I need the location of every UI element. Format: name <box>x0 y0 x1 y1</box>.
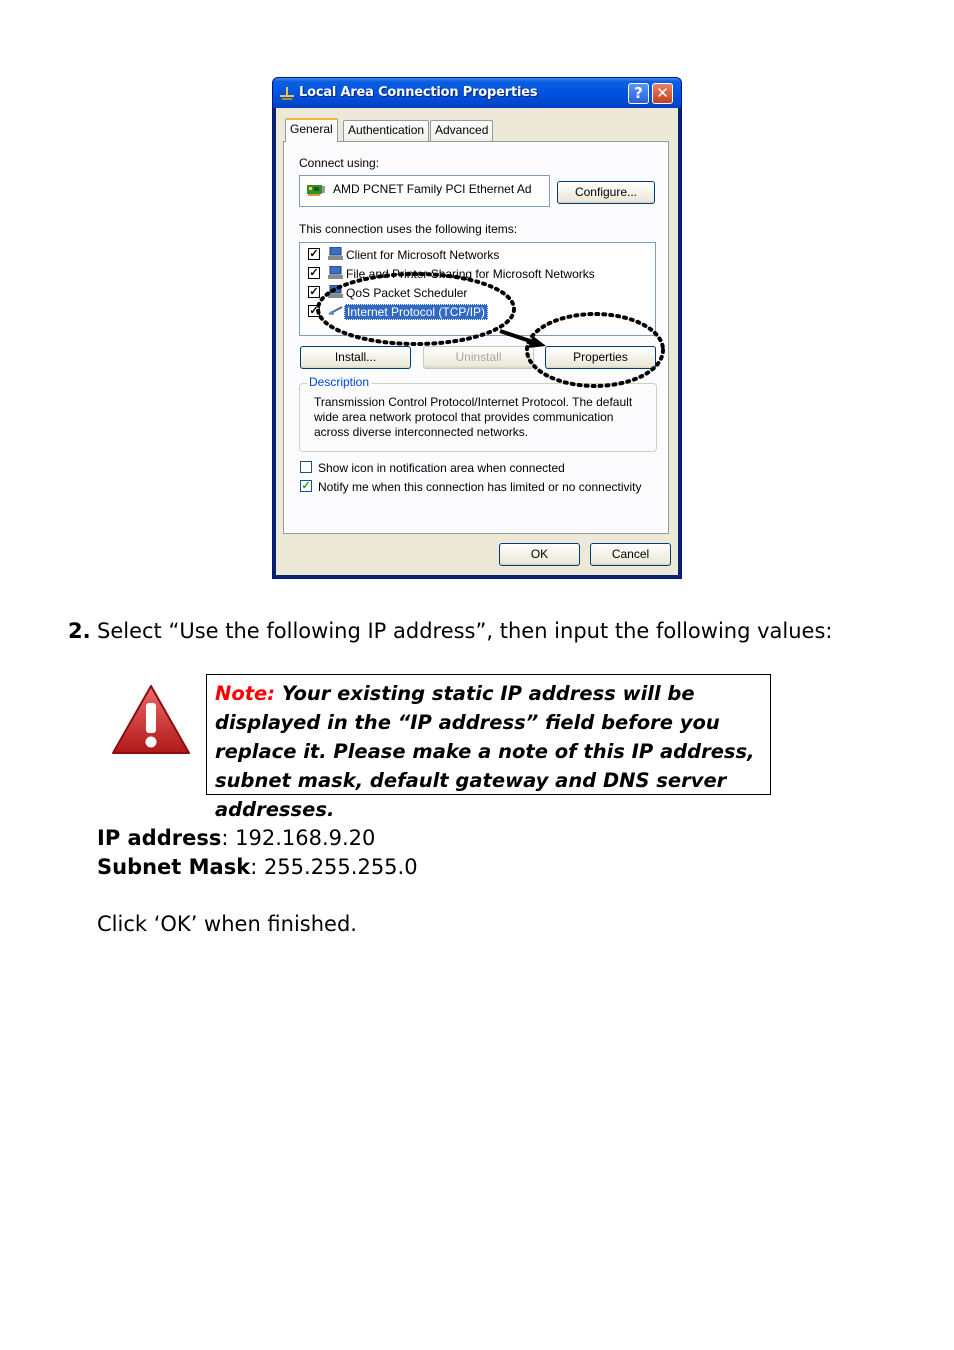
note-text: Your existing static IP address will be displayed in the “IP address” field before you replace it. Please make a note of this IP address, subnet mask, default gateway and DNS server addresses. <box>215 682 755 821</box>
notify-checkbox[interactable]: ✓ <box>301 480 311 492</box>
close-icon: ✕ <box>656 84 669 102</box>
configure-button[interactable]: Configure... <box>557 181 655 204</box>
note-box <box>206 674 771 821</box>
ip-label: IP address <box>97 826 222 850</box>
description-text: Transmission Control Protocol/Internet Protocol. The default wide area network protocol that provides communication across diverse interconnected networks. <box>314 395 633 439</box>
uninstall-button[interactable]: Uninstall <box>423 346 534 369</box>
annotation-arrowhead <box>528 336 546 348</box>
step-text: Select “Use the following IP address”, then input the following values: <box>97 619 833 643</box>
ok-button[interactable]: OK <box>499 543 580 566</box>
description-title: Description <box>309 375 370 389</box>
cancel-button[interactable]: Cancel <box>590 543 671 566</box>
notify-label: Notify me when this connection has limited or no connectivity <box>318 480 642 494</box>
item-checkbox[interactable]: ✓ <box>309 286 319 298</box>
ip-value: : 192.168.9.20 <box>221 826 376 850</box>
items-label: This connection uses the following items: <box>299 222 518 236</box>
item-checkbox[interactable]: ✓ <box>309 248 319 260</box>
annotation-ellipse-properties <box>527 314 663 386</box>
item-label: Client for Microsoft Networks <box>346 248 500 262</box>
finish-text: Click ‘OK’ when finished. <box>97 912 357 936</box>
annotation-arrow <box>500 331 533 342</box>
tab-advanced[interactable]: Advanced <box>430 120 493 141</box>
ip-line <box>97 826 375 850</box>
tab-authentication[interactable]: Authentication <box>343 120 429 141</box>
dialog-title: Local Area Connection Properties <box>299 85 538 100</box>
item-label: File and Printer Sharing for Microsoft Networks <box>346 267 595 281</box>
item-checkbox[interactable]: ✓ <box>309 267 319 279</box>
mask-line <box>97 855 418 879</box>
mask-value: : 255.255.255.0 <box>250 855 418 879</box>
show-icon-label: Show icon in notification area when connected <box>318 461 565 475</box>
properties-button[interactable]: Properties <box>545 346 656 369</box>
item-label-selected: Internet Protocol (TCP/IP) <box>344 304 488 320</box>
annotation-ellipse-protocol <box>318 274 514 344</box>
item-label: QoS Packet Scheduler <box>346 286 468 300</box>
note-label: Note: <box>215 682 276 705</box>
connect-using-label: Connect using: <box>299 156 380 170</box>
warning-icon <box>111 683 191 757</box>
annotation-overlay <box>0 0 954 600</box>
install-label: Install... <box>334 350 377 364</box>
adapter-name: AMD PCNET Family PCI Ethernet Ad <box>333 182 532 196</box>
item-checkbox[interactable]: ✓ <box>309 305 319 317</box>
step-number: 2. <box>68 619 91 643</box>
help-icon: ? <box>634 84 643 102</box>
mask-label: Subnet Mask <box>97 855 251 879</box>
tab-general[interactable]: General <box>285 118 338 142</box>
